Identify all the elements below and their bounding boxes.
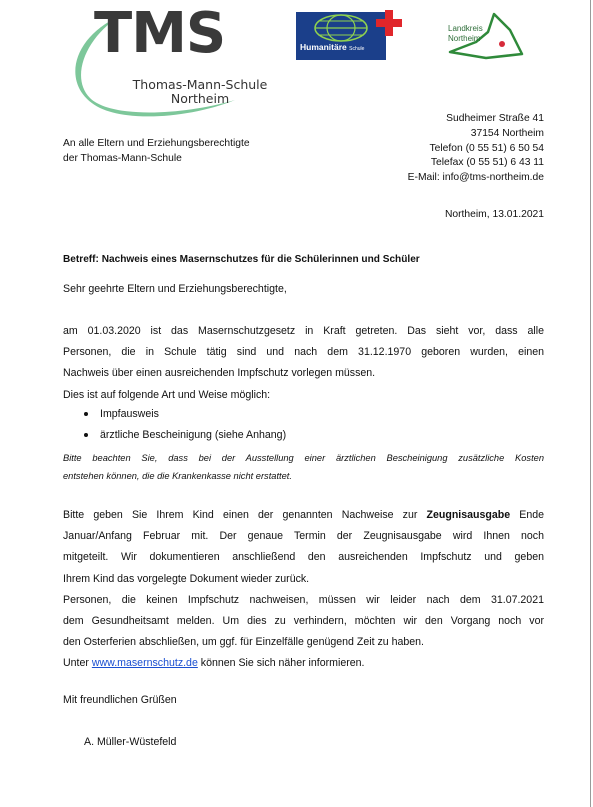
- tms-logo-subtitle: [120, 78, 280, 106]
- landkreis-line2: Northeim: [448, 34, 481, 43]
- bullet-icon: [84, 412, 88, 416]
- list-item: [84, 425, 286, 446]
- list-item-text: Impfausweis: [100, 408, 159, 420]
- list-item-text: ärztliche Bescheinigung (siehe Anhang): [100, 429, 287, 441]
- sender-street: Sudheimer Straße 41: [446, 113, 544, 124]
- letter-date: Northeim, 13.01.2021: [444, 209, 544, 220]
- sender-address: [408, 112, 544, 186]
- paragraph-2-text: Ende: [510, 509, 544, 521]
- paragraph-2-text: können Sie sich näher informieren.: [197, 657, 365, 670]
- paragraph-2-line: dem Gesundheitsamt melden. Um dies zu verhindern, möchten wir den Vorgang noch vor: [63, 614, 544, 627]
- zeugnisausgabe-emphasis: Zeugnisausgabe: [426, 509, 511, 521]
- paragraph-1-line: Dies ist auf folgende Art und Weise möglich:: [63, 388, 271, 401]
- recipient-line1: An alle Eltern und Erziehungsberechtigte: [63, 138, 250, 149]
- tms-logo-line1: Thomas-Mann-Schule: [132, 77, 268, 92]
- paragraph-2-text: Unter: [63, 657, 92, 670]
- paragraph-2-line: [63, 653, 544, 674]
- tms-logo-line2: Northeim: [170, 91, 230, 106]
- paragraph-1-line: Nachweis über einen ausreichenden Impfschutz vorlegen müssen.: [63, 367, 376, 380]
- cost-note-line: Bitte beachten Sie, dass bei der Ausstellung einer ärztlichen Bescheinigung zusätzliche Kosten: [63, 453, 544, 463]
- paragraph-1-line: Personen, die in Schule tätig sind und nach dem 31.12.1970 geboren wurden, einen: [63, 346, 544, 359]
- salutation: Sehr geehrte Eltern und Erziehungsberechtigte,: [63, 283, 287, 295]
- red-cross-icon: [376, 10, 402, 36]
- paragraph-1-line: am 01.03.2020 ist das Masernschutzgesetz in Kraft getreten. Das sieht vor, dass alle: [63, 325, 544, 337]
- landkreis-line1: Landkreis: [448, 24, 483, 33]
- paragraph-1: [63, 321, 544, 406]
- letter-subject: Betreff: Nachweis eines Masernschutzes für die Schülerinnen und Schüler: [63, 254, 420, 265]
- closing: Mit freundlichen Grüßen: [63, 694, 177, 706]
- sender-email: E-Mail: info@tms-northeim.de: [407, 172, 544, 184]
- landkreis-northeim-logo: [446, 12, 526, 62]
- recipient-line2: der Thomas-Mann-Schule: [63, 152, 182, 164]
- hs-logo-main: Humanitäre: [300, 42, 347, 52]
- globe-icon: [296, 12, 386, 42]
- paragraph-2: [63, 505, 544, 675]
- tms-logo: [60, 1, 280, 123]
- list-item: [84, 404, 286, 425]
- proof-options-list: [84, 404, 286, 446]
- paragraph-2-line: Personen, die keinen Impfschutz nachweisen, müssen wir leider nach dem 31.07.2021: [63, 593, 544, 606]
- paragraph-2-line: [63, 505, 544, 526]
- humanitaere-schule-logo: [296, 12, 402, 60]
- masernschutz-link[interactable]: www.masernschutz.de: [91, 657, 198, 670]
- hs-logo-text: [300, 42, 364, 52]
- hs-logo-background: [296, 12, 386, 60]
- paragraph-2-text: Bitte geben Sie Ihrem Kind einen der genannten Nachweise zur: [63, 509, 427, 521]
- cost-note-line: entstehen können, die die Krankenkasse nicht erstattet.: [63, 471, 292, 481]
- tms-logo-letters: TMS: [94, 1, 226, 66]
- sender-city: 37154 Northeim: [470, 127, 544, 139]
- paragraph-2-line: mitgeteilt. Wir dokumentieren anschließend den ausreichenden Impfschutz und geben: [63, 551, 544, 564]
- paragraph-2-line: den Osterferien abschließen, um ggf. für Einzelfälle genügend Zeit zu haben.: [63, 636, 424, 649]
- hs-logo-small: Schule: [349, 46, 365, 52]
- paragraph-2-line: Ihrem Kind das vorgelegte Dokument wieder zurück.: [63, 572, 310, 585]
- landkreis-text: [448, 24, 483, 44]
- signer-name: A. Müller-Wüstefeld: [84, 736, 177, 748]
- paragraph-2-line: Januar/Anfang Februar mit. Der genaue Termin der Zeugnisausgabe wird Ihnen noch: [63, 530, 544, 543]
- page-edge: [590, 0, 591, 807]
- recipient-address: [63, 137, 250, 166]
- sender-fax: Telefax (0 55 51) 6 43 11: [430, 157, 544, 169]
- sender-phone: Telefon (0 55 51) 6 50 54: [429, 142, 544, 154]
- cost-note: [63, 449, 544, 485]
- bullet-icon: [84, 433, 88, 437]
